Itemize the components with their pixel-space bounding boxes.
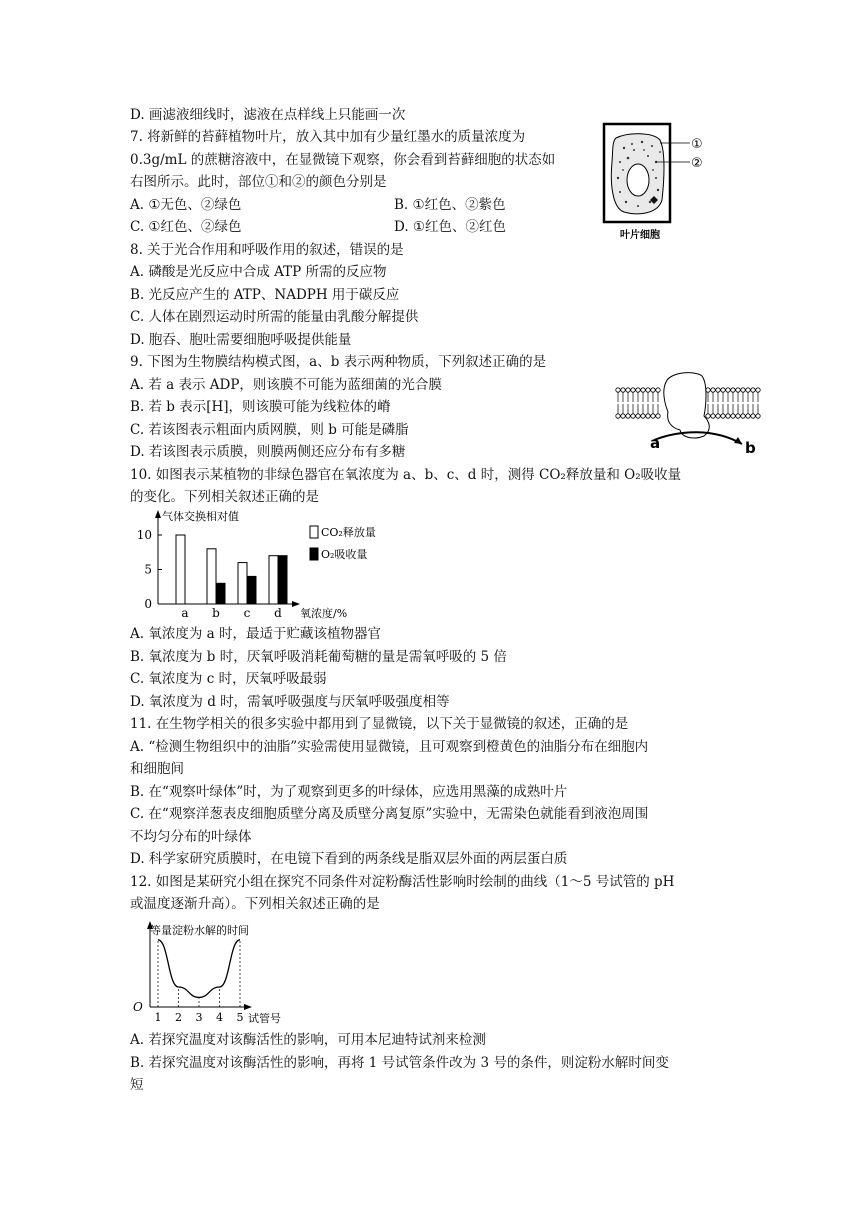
cell-caption: 叶片细胞 — [620, 230, 660, 241]
text-line: 右图所示。此时，部位①和②的颜色分别是 — [130, 174, 387, 190]
lipid-head — [726, 388, 730, 392]
lipid-head — [646, 388, 650, 392]
y-tick-label: 0 — [144, 597, 152, 611]
text-line: A. “检测生物组织中的油脂”实验需使用显微镜，且可观察到橙黄色的油脂分布在细胞内 — [130, 739, 649, 755]
text-line: B. 若 b 表示[H]，则该膜可能为线粒体的嵴 — [130, 399, 391, 415]
text-line: 或温度逐渐升高）。下列相关叙述正确的是 — [130, 896, 380, 912]
text-line: A. 氧浓度为 a 时，最适于贮藏该植物器官 — [130, 626, 381, 642]
cell-figure — [598, 122, 722, 242]
y-axis-label: 气体交换相对值 — [162, 510, 239, 523]
hydrolysis-time-curve — [130, 918, 290, 1028]
lipid-head — [656, 414, 660, 418]
lipid-head — [711, 414, 715, 418]
text-line: C. 氧浓度为 c 时，厌氧呼吸最弱 — [130, 671, 327, 687]
text-line: 7. 将新鲜的苔藓植物叶片，放入其中加有少量红墨水的质量浓度为 — [130, 129, 526, 145]
x-tick-label: 5 — [236, 1011, 244, 1024]
marker-2: ② — [691, 156, 703, 171]
bar — [247, 576, 256, 604]
lipid-head — [716, 414, 720, 418]
label-a: a — [650, 434, 661, 452]
y-tick-label: 5 — [144, 562, 152, 577]
lipid-head — [621, 414, 625, 418]
x-tick-label: 4 — [216, 1011, 223, 1024]
lipid-head — [626, 414, 630, 418]
legend-label: O₂吸收量 — [321, 548, 368, 561]
x-tick-label: 2 — [175, 1011, 182, 1024]
text-line: 的变化。下列相关叙述正确的是 — [130, 489, 319, 505]
text-line: 10. 如图表示某植物的非绿色器官在氧浓度为 a、b、c、d 时，测得 CO₂释放量和 O₂吸收量 — [130, 467, 682, 483]
lipid-head — [631, 388, 635, 392]
lipid-head — [731, 414, 735, 418]
text-line: A. 若 a 表示 ADP，则该膜不可能为蓝细菌的光合膜 — [130, 377, 442, 393]
text-line: 0.3g/mL 的蔗糖溶液中，在显微镜下观察，你会看到苔藓细胞的状态如 — [130, 152, 556, 168]
bar — [238, 563, 247, 604]
x-tick-label: d — [274, 606, 282, 620]
lipid-head — [616, 388, 620, 392]
text-line: D. 氧浓度为 d 时，需氧呼吸强度与厌氧呼吸强度相等 — [130, 694, 450, 710]
text-line: 短 — [130, 1077, 144, 1093]
legend-swatch — [310, 526, 318, 538]
x-tick-label: c — [243, 606, 251, 620]
text-line: D. 胞吞、胞吐需要细胞呼吸提供能量 — [130, 332, 352, 348]
lipid-head — [621, 388, 625, 392]
text-line: B. 在“观察叶绿体”时，为了观察到更多的叶绿体，应选用黑藻的成熟叶片 — [130, 784, 568, 800]
lipid-head — [736, 388, 740, 392]
text-line: 8. 关于光合作用和呼吸作用的叙述，错误的是 — [130, 242, 404, 258]
text-line: B. 若探究温度对该酶活性的影响，再将 1 号试管条件改为 3 号的条件，则淀粉水解时间变 — [130, 1055, 669, 1071]
lipid-head — [711, 388, 715, 392]
text-line: A. 若探究温度对该酶活性的影响，可用本尼迪特试剂来检测 — [130, 1032, 486, 1048]
lipid-head — [726, 414, 730, 418]
text-line: B. 氧浓度为 b 时，厌氧呼吸消耗葡萄糖的量是需氧呼吸的 5 倍 — [130, 649, 507, 665]
lipid-head — [631, 414, 635, 418]
legend-label: CO₂释放量 — [321, 526, 376, 539]
lipid-head — [721, 414, 725, 418]
bar — [278, 556, 287, 604]
lipid-head — [716, 388, 720, 392]
lipid-head — [746, 414, 750, 418]
lipid-head — [756, 388, 760, 392]
lipid-head — [706, 414, 710, 418]
lipid-head — [721, 388, 725, 392]
q7-option-a: A. ①无色、②绿色 — [130, 197, 242, 213]
curve — [158, 940, 240, 998]
lipid-head — [641, 414, 645, 418]
x-axis-label: 氧浓度/% — [300, 607, 348, 620]
lipid-head — [616, 414, 620, 418]
x-tick-label: 1 — [154, 1011, 162, 1024]
q7-option-b: B. ①红色、②紫色 — [394, 197, 506, 213]
lipid-head — [636, 414, 640, 418]
vacuole — [627, 164, 649, 196]
lipid-head — [751, 414, 755, 418]
text-line: C. 若该图表示粗面内质网膜，则 b 可能是磷脂 — [130, 422, 409, 438]
text-line: C. 在“观察洋葱表皮细胞质壁分离及质壁分离复原”实验中，无需染色就能看到液泡周围 — [130, 806, 649, 822]
bar — [207, 549, 216, 604]
lipid-head — [741, 414, 745, 418]
x-tick-label: a — [181, 606, 189, 620]
text-line: C. 人体在剧烈运动时所需的能量由乳酸分解提供 — [130, 309, 419, 325]
text-line: 不均匀分布的叶绿体 — [130, 829, 252, 845]
legend-swatch — [310, 548, 318, 560]
lipid-head — [641, 388, 645, 392]
lipid-head — [756, 414, 760, 418]
bar — [176, 535, 185, 604]
x-axis-label: 试管号 — [248, 1012, 281, 1025]
q7-option-c: C. ①红色、②绿色 — [130, 219, 242, 235]
text-line: D. 若该图表示质膜，则膜两侧还应分布有多糖 — [130, 444, 406, 460]
membrane-protein — [664, 373, 709, 438]
text-line: D. 科学家研究质膜时，在电镜下看到的两条线是脂双层外面的两层蛋白质 — [130, 851, 568, 867]
x-tick-label: b — [212, 606, 220, 620]
lipid-head — [651, 388, 655, 392]
lipid-head — [746, 388, 750, 392]
lipid-head — [651, 414, 655, 418]
lipid-head — [636, 388, 640, 392]
lipid-head — [706, 388, 710, 392]
lipid-head — [736, 414, 740, 418]
text-line: 9. 下图为生物膜结构模式图，a、b 表示两种物质，下列叙述正确的是 — [130, 354, 547, 370]
origin-label: O — [133, 1000, 143, 1014]
text-line: A. 磷酸是光反应中合成 ATP 所需的反应物 — [130, 264, 387, 280]
bar — [216, 583, 225, 604]
membrane-figure — [614, 366, 764, 458]
x-tick-label: 3 — [195, 1011, 203, 1024]
text-line: D. 画滤液细线时，滤液在点样线上只能画一次 — [130, 107, 406, 123]
text-line: 12. 如图是某研究小组在探究不同条件对淀粉酶活性影响时绘制的曲线（1～5 号试管的 pH — [130, 874, 675, 890]
lipid-head — [656, 388, 660, 392]
lipid-head — [731, 388, 735, 392]
y-tick-label: 10 — [136, 528, 152, 542]
bar — [269, 556, 278, 604]
text-line: 和细胞间 — [130, 761, 184, 777]
lipid-head — [646, 414, 650, 418]
lipid-head — [626, 388, 630, 392]
q7-option-d: D. ①红色、②红色 — [394, 219, 507, 235]
y-axis-label: 等量淀粉水解的时间 — [150, 924, 249, 937]
text-line: 11. 在生物学相关的很多实验中都用到了显微镜，以下关于显微镜的叙述，正确的是 — [130, 716, 629, 732]
lipid-head — [741, 388, 745, 392]
gas-exchange-bar-chart — [130, 506, 400, 620]
label-b: b — [745, 439, 756, 457]
text-line: B. 光反应产生的 ATP、NADPH 用于碳反应 — [130, 287, 400, 303]
lipid-head — [751, 388, 755, 392]
marker-1: ① — [691, 137, 703, 152]
